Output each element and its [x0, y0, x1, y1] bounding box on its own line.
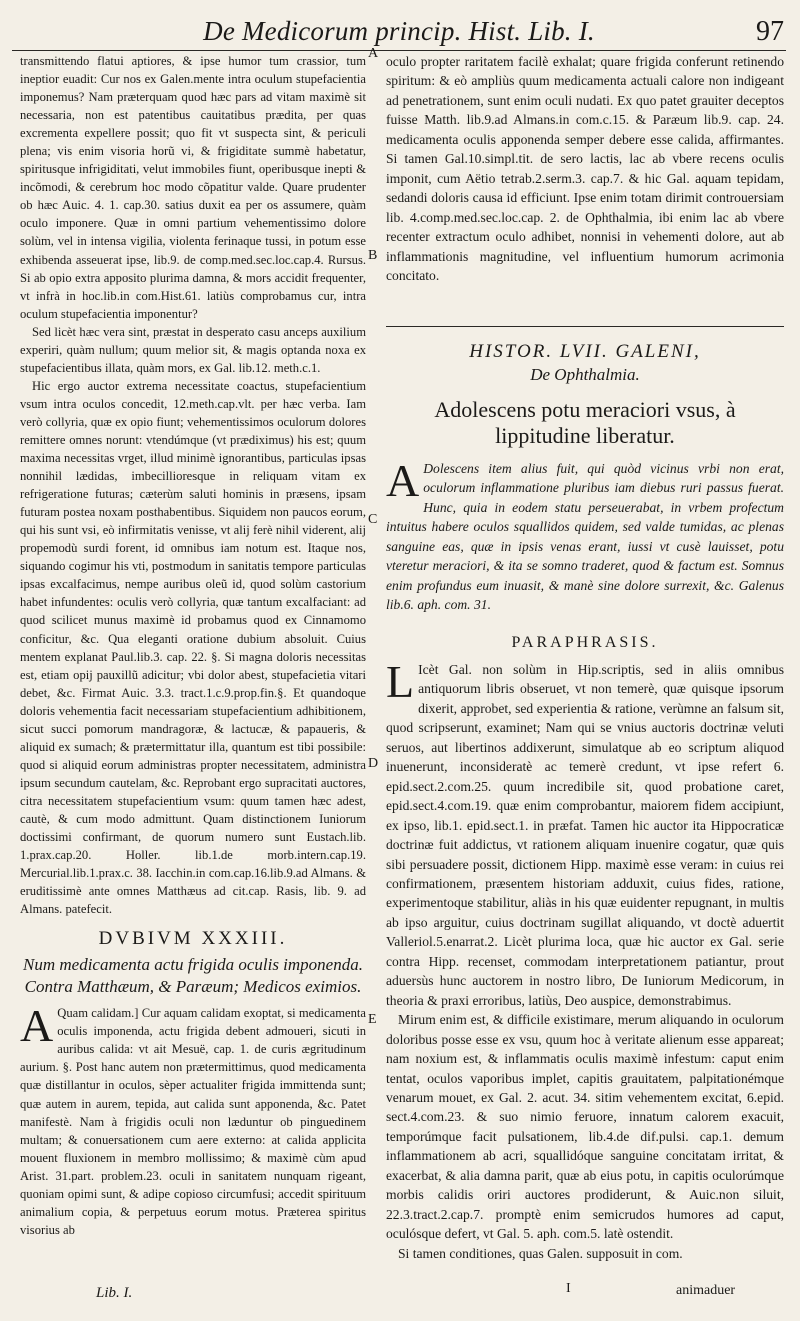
margin-letter-d: D — [368, 756, 379, 771]
left-paragraph-3: Hic ergo auctor extrema necessitate coactus, stupefacientium vsum intra oculos concedit, 12.meth.cap.vlt. per hæc verba. Iam verò collyria, quæ ex opio fiunt; vehementissimos oculorum dolores remittere omnes norunt: vtendúmque (vt prædiximus) his est; quum maxima necessitas vrget, illud minimè ignorantibus, particulas ipsas nonnihil lædidas, imbecillioresque in reliquam vitam ex refrigeratione futuras; cæterùm saluti hominis in præsens, ipsam futuram postea noxam posthabentibus. Siquidem non paucos eorum, qui his sunt vsi, eò infirmitatis venisse, vt alij ferè nihil viderent, alij propemodù surdi forent, id omnibus iam notum est. Itaque nos, siquando cogimur his vti, postmodum in sanitatis tempore particulas ipsas excalfacimus, nempe auribus oleũ id, quod solùm castorium habet infundentes: oculis verò collyria, quæ tantum excalfaciant: ad quod scilicet munus maximè id probamus quod ex Cinnamomo conficitur, &c. Qua eleganti oratione dubium absoluit. Cuius mentem explanat Paul.lib.3. cap. 22. §. Si magna doloris necessitas est, etiam opij pauxillũ adicitur; vbi dolor abest, stupefacietia vitari debet, &c. Firmat Auic. 3.3. tract.1.c.9.prop.fin.§. Et quandoque doloris vehementia facit necessariam stupefacientium adhibitionem, sicut succi pomorum mandragoræ, & lactucæ, & papaueris, & aliquid ex sumach; & prætermittatur illa, quantum est tibi possibile: quod si aliquid eorum administras propter necessitatem, administra ipsum secundum cautelam, &c. Reprobant ergo supracitati auctores, citra necessitatem stupefacientium vsum: quum tamen hæc adest, cautè, & cum modo admittunt. Quam distinctionem Iuniorum doctissimi confirmant, de quorum numero sunt Eustach.lib. 1.prax.cap.20. Holler. lib.1.de morb.intern.cap.19. Mercurial.lib.1.prax.c. 38. Iacchin.in com.cap.16.lib.9.ad Almans. & eruditissimè ante omnes Matthæus ad cit.cap. Rasis, lib. 9. ad Almans. patefecit. — [20, 378, 366, 917]
paraphrasis-text: Icèt Gal. non solùm in Hip.scriptis, sed in aliis omnibus antiquorum libris obseruet, vt non temerè, quæ quisque ipsorum dixerit, approbet, sed experientia & ratione, verùmne an falsum sit, quod scripserunt, examinet; Nam qui se vnius auctoris doctrinæ veluti seruos, aut libertinos addixerunt, simulatque ab eo scriptum aliquod inuenerunt, inconsideratè ac temerè credunt, vt ipse refert 6. epid.sect.2.com.25. quum incredibile sit, quod probatione caret, epid.sect.4.com.19. quæ enim comprobantur, maiorem fidem accipiunt, ex ipso, lib.1. epid.sect.1. in præfat. Tamen hic auctor ita Hippocraticæ doctrinæ fuit addictus, vt rationem aliquam inuenire cogatur, quæ quis sibi persuadere possit, dictionem Hipp. maximè esse veram: in cuius rei confirmationem, præsentem historiam adduxit, cuius fides, ratione, experimentoque stabilitur, aliàs in his quæ euidenter repugnant, in multis ab ipso arguitur, cuius doctrinam sugillat aliquando, vt doctè aduertit Valleriol.5.enarrat.2. Licèt plurima loca, quæ hic auctor ex Gal. serie contra Hipp. recenset, commodam interpretationem patiantur, prout aduersùs hunc auctorem in nostro libro, De Iuniorum Medicorum, in theoria & praxi erroribus, latiùs, Deo auspice, demonstrabimus. — [386, 661, 784, 1008]
section-rule — [386, 326, 784, 327]
signature-mark: I — [566, 1281, 571, 1296]
margin-letter-e: E — [368, 1012, 377, 1027]
signature-lib: Lib. I. — [96, 1285, 133, 1301]
running-title: De Medicorum princip. Hist. Lib. I. — [203, 16, 595, 46]
page-number: 97 — [756, 16, 784, 47]
drop-cap-right: A — [386, 454, 420, 506]
paragraph-si-tamen: Si tamen conditiones, quas Galen. supposuit in com. — [398, 1245, 683, 1261]
paraphrasis-wrap — [386, 655, 784, 1010]
historia-text: Dolescens item alius fuit, qui quòd vicinus vrbi non erat, oculorum inflammatione pluribus iam diebus ruri passus fuerat. Hunc, quia in eodem statu perseuerabat, in vrbem profectum intuitus habere oculos squallidos quidem, sed valde tumidas, ac plenas sanguine eas, quæ in ipsis venas erant, iussi vt cusè lauisset, potu vteretur meraciori, & ita se somno traderet, quod & factum est. Somnus enim profundus eum inuasit, & manè sine dolore surrexit, &c. Galenus lib.6. aph. com. 31. — [386, 460, 784, 613]
question-heading: Num medicamenta actu frigida oculis imponenda. Contra Matthæum, & Paræum; Medicos eximios. — [23, 955, 363, 997]
drop-cap-paraphrasis: L — [386, 655, 415, 707]
left-paragraph-4: Quam calidam.] Cur aquam calidam exoptat, si medicamenta oculis imponenda, actu frigida debent admoueri, sicuti in auribus calida: vt ait Mesuë, cap. 1. de curis ægritudinum aurium. §. Post hanc autem non prætermittimus, quod medicamenta quæ distillantur in oculos, sèper actualiter frigida immittenda sunt; quæ autem in aurem, tepida, aut calida sunt apponenda, &c. Patet manifestè. Nam à frigidis oculi non læduntur ob pinguedinem multam; & conuersationem cum aere externo: at calida applicita mouent fluxionem in membro mollissimo; & maximè cùm apud Arist. 31.part. problem.23. oculi in sanitatem nunquam rigeant, quoniam opimi sunt, & adipe copioso circumfusi; accedit spirituum animalium copia, & perpetuus eorum motus. Præterea spiritus visorius ab — [20, 1006, 366, 1237]
left-paragraph-4-wrap — [20, 1000, 366, 1239]
margin-letter-a: A — [368, 46, 379, 61]
dubium-heading: DVBIVM XXXIII. — [98, 928, 288, 950]
running-header — [12, 14, 786, 51]
left-column — [20, 52, 366, 1239]
historia-heading: HISTOR. LVII. GALENI, — [469, 341, 701, 362]
drop-cap-left: A — [20, 1000, 54, 1052]
historia-text-wrap — [386, 454, 784, 615]
historia-subheading: De Ophthalmia. — [530, 365, 640, 385]
historia-title: Adolescens potu meraciori vsus, à lippitudine liberatur. — [434, 396, 736, 448]
right-column-top — [386, 52, 784, 285]
catchword: animaduer — [676, 1283, 736, 1298]
right-paragraph-1: oculo propter raritatem facilè exhalat; quare frigida conferunt retinendo spiritum: & eò ampliùs quum medicamenta actuali calore non indigeant ad penetrationem, sunt enim oculi nudati. Ex quo patet grauiter deceptos fuisse Matth. lib.9.ad Almans.in com.c.15. & Paræum lib.9. cap. 24. medicamenta oculis apponenda semper debere esse calida, affirmantes. Si tamen Gal.10.simpl.tit. de sero lactis, lac ab vbere recens oculis imponit, cum Aëtio tetrab.2.serm.3. cap.7. & hic Gal. aquam tepidam, sedandi doloris causa id efficiunt. Ipse enim totam dirimit controuersiam lib. 4.comp.med.sec.loc.cap. 2. de Ophthalmia, ibi enim lac ab vbere recenter extractum oculo adhibet, nonnisi in vehementi dolore, aut ab inflammationis magnitudine, vel influentium humorum acrimonia concitato. — [386, 54, 784, 283]
margin-letter-b: B — [368, 248, 378, 263]
left-paragraph-2: Sed licèt hæc vera sint, præstat in desperato casu anceps auxilium experiri, quàm nullum; quum melior sit, & magis optanda noxa ex stupefacientibus illata, quàm mors, ex Gal. lib.12. meth.c.1. — [20, 324, 366, 375]
margin-letter-c: C — [368, 512, 378, 527]
paragraph-mirum: Mirum enim est, & difficile existimare, merum aliquando in oculorum doloribus posse esse ex vsu, quum hoc à veritate alienum esse appareat; nam noxium est, & inflammatis oculis maximè infestum: caput enim tentat, oculos vaporibus implet, capitis grauitatem, palpitationémque venarum mouet, ex Gal. 2. acut. 34. sitim vehementem excitat, 6.epid. sect.4.com.23. & suo nimio feruore, innatum calorem exacuit, temporúmque facit pulsationem, lib.4.de dif.pulsi. cap.1. demum inflammationem ab acri, squallidóque sanguine concitatam irritat, & exacerbat, & alia damna parit, quæ ab eius potu, in capitis oculorúmque morbis calidis oriri auctores prodiderunt, & Auic.non siluit, 22.3.tract.2.cap.7. promptè enim semicrudos humores ad caput, oculósque defert, vt Gal. 5. aph. com.5. latè ostendit. — [386, 1012, 784, 1242]
right-column-bottom — [386, 330, 784, 1263]
left-paragraph-1: transmittendo flatui aptiores, & ipse humor tum crassior, tum ineptior euadit: Cur nos ex Galen.mente intra oculum stupefacientia imponemus? Nam præterquam quod hæc pars ad vitam maximè sit necessaria, non est patentibus cauitatibus prædita, per quas excrementa expellere possit; quo fit vt suspecta sint, & periculi plena; vis enim visoria horũ vi, & frigiditate summè habetatur, spiritusque infrigiditati, velut immobiles fiunt, operibusque inepti & incõmodi, & cerebrum hoc modo cõpatitur valde. Quare prudenter ob hæc Auic. 4. 1. cap.30. satius duxit ea per os assumere, quàm oculo imponere. Quæ in omni partium vehementissimo dolore solùm, vel in intensa vigilia, violenta ferinaque tussi, in potum esse exhibenda asseuerat ipse, lib.9. de comp.med.sec.loc.cap.4. Rursus. Si ab opio extra apposito plurima damna, & mors accidit frequenter, vt infrà in hoc.lib.in com.Hist.61. latiùs comprobamus cur, intra oculum stupefacientia imponentur? — [20, 54, 366, 321]
paraphrasis-heading: PARAPHRASIS. — [511, 633, 659, 651]
